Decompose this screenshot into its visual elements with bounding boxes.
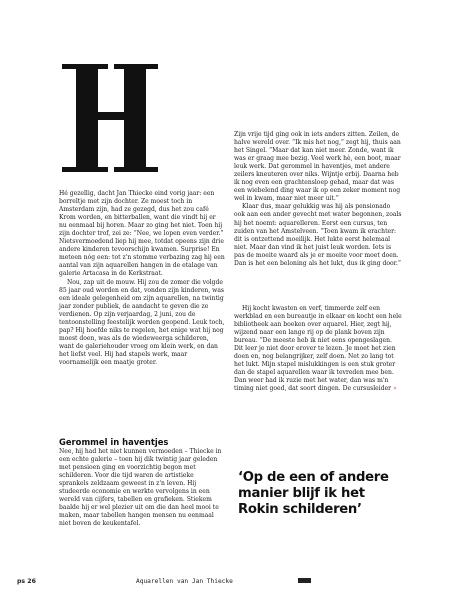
drop-cap-glyph (60, 62, 160, 174)
body-column-left (59, 190, 225, 367)
paragraph: Klaar dus, maar gelukkig was hij als pensionado ook aan een ander gevecht met water begonnen, zoals hij het noemt: aquarelleren. Eerst een cursus, ten zuiden van het Amstelveen. “Toen kwam ik erachter: dit is ontzettend moeilijk. Het lukte eerst helemaal niet. Maar dan vind ik het juist leuk worden. Iets is pas de moeite waard als je er moeite voor moet doen. Dan is het een beloning als het lukt, dus ik ging door.” (234, 203, 402, 267)
drop-cap-letter (60, 62, 160, 174)
pull-quote: ‘Op de een of andere manier blijf ik het Rokin schilderen’ (238, 470, 389, 517)
body-column-right (234, 131, 402, 268)
section-subheading: Gerommel in haventjes (59, 437, 169, 447)
paragraph (234, 305, 402, 394)
body-column-left-lower (59, 448, 225, 528)
body-column-right-lower (234, 305, 402, 394)
paragraph-text: Hij kocht kwasten en verf, timmerde zelf een werkblad en een bureautje in elkaar en kocht een hele bibliotheek aan boeken over aquarel. Hier, zegt hij, wijzend naar een lange rij op de plank boven zijn bureau. “De meeste heb ik niet eens opengeslagen. Dit leer je niet door erover te lezen. Je moet het zien doen en, nog belangrijker, zelf doen. Net zo lang tot het lukt. Mijn stapel mislukkingen is een stuk groter dan de stapel aquarellen waar ik tevreden mee ben. Dan weer had ik ruzie met het water, dan was m'n timing niet goed, dat soort dingen. De cursusleider (234, 305, 402, 393)
paragraph: Zijn vrije tijd ging ook in iets anders zitten. Zeilen, de halve wereld over. “Ik mis het nog,” zegt hij, thuis aan het Singel. “Maar dat kan niet meer. Zonde, want ik was er graag mee bezig. Veel werk hè, een boot, maar leuk werk. Dat gerommel in haventjes, met andere zeilers kneuteren over niks. Wijntje erbij. Daarna heb ik nog even een grachtensloep gehad, maar dat was een wiebelend ding waar ik op een zeker moment nog wel in kwam, maar niet meer uit.” (234, 131, 401, 203)
paragraph: Hé gezellig, dacht Jan Thiecke eind vorig jaar: een borreltje met zijn dochter. Ze moest toch in Amsterdam zijn, had ze gezegd, dus het zou café Krom worden, en bitterballen, want die vindt hij er nu eenmaal bij horen. Maar zo ging het niet. Toen hij zijn dochter trof, zei ze: “Nee, we lopen even verder.” Nietsvermoedend liep hij mee, totdat opeens zijn drie andere kinderen tevoorschijn kwamen. Surprise! En meteen nóg een: tot z'n stomme verbazing zag hij een aantal van zijn aquarellen hangen in de etalage van galerie Artacasa in de Kerkstraat. (59, 190, 225, 278)
paragraph: Nee, hij had het niet kunnen vermoeden – Thiecke in een echte galerie – toen hij dik twintig jaar geleden met pensioen ging en voorzichtig begon met schilderen. Voor die tijd waren de artistieke sprankels zeldzaam geweest in z'n leven. Hij studeerde economie en werkte vervolgens in een wereld van cijfers, tabellen en grafieken. Stiekem baalde hij er wel plezier uit om die dan heel mooi te maken, maar tabellen hangen mensen nu eenmaal niet boven de keukentafel. (59, 448, 222, 528)
footer-decorative-bar (298, 578, 311, 583)
page-number: ps 26 (17, 578, 36, 585)
paragraph: Nou, zap uit de mouw. Hij zou de zomer die volgde 85 jaar oud worden en dat, vonden zijn kinderen, was een ideale gelegenheid om zijn aquarellen, na twintig jaar zonder publiek, de aandacht te geven die ze verdienen. Op zijn verjaardag, 2 juni, zou de tentoonstelling feestelijk worden geopend. Leuk toch, pap? Hij hoefde niks te regelen, het enige wat hij nog moest doen, was als de wiedeweerga schilderen, want de galeriehouder vroeg om klein werk, en dan het liefst veel. Hij had stapels werk, maar voornamelijk een maatje groter. (59, 278, 225, 366)
running-footer-title: Aquarellen van Jan Thiecke (136, 578, 233, 585)
continued-marker: » (392, 385, 397, 393)
